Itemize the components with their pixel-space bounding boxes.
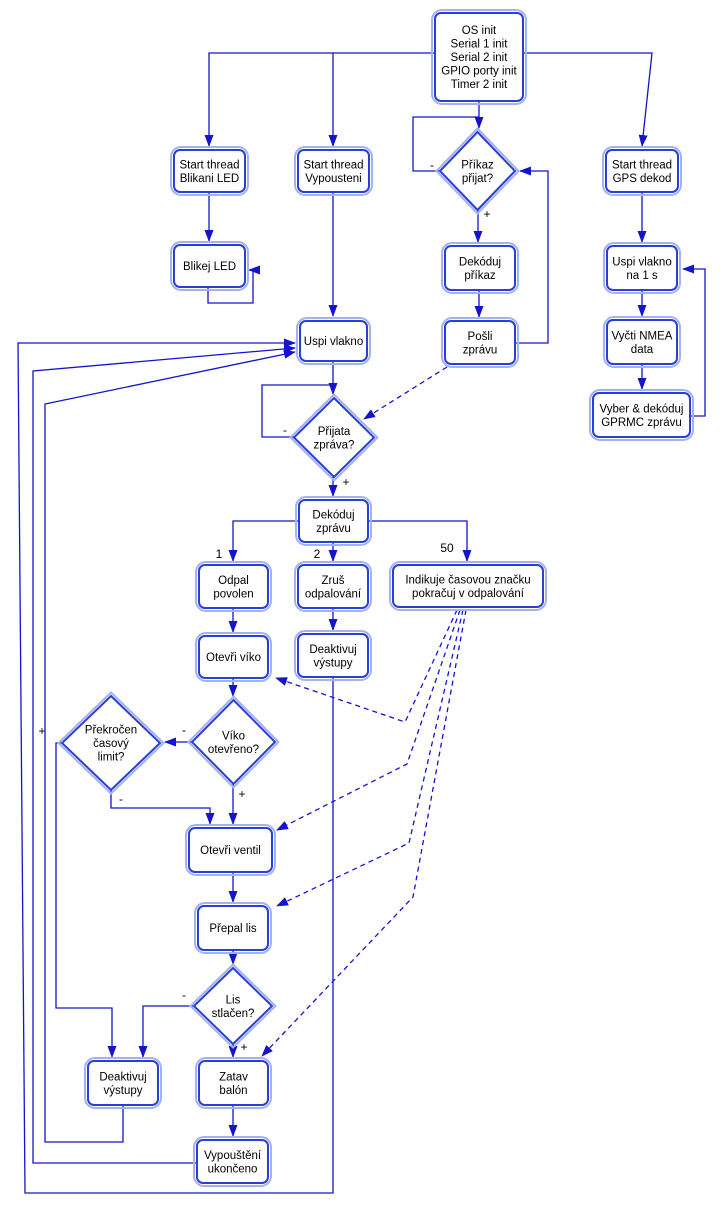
node-label: Start thread Vypousteni (303, 159, 364, 185)
edge-label-lis-stlacen-plus: + (240, 1040, 248, 1054)
node-label: Překročen časový limit? (84, 724, 138, 764)
node-label: Vyčti NMEA data (611, 330, 673, 356)
node-prikaz-prijat (437, 129, 519, 214)
node-zatav-balon (196, 1058, 271, 1108)
node-start-thread-gps (603, 147, 681, 195)
node-label: Zruš odpalování (304, 574, 362, 601)
node-label: Přijata zpráva? (313, 425, 355, 452)
node-otevri-viko (196, 633, 271, 681)
node-prekrocen-limit (59, 693, 164, 794)
edge-posli-zpravu-to-prijata-zprava (364, 367, 447, 419)
node-label: Uspi vlakno (303, 336, 364, 348)
edge-prekrocen-plus-to-deaktivuj-levy (56, 743, 112, 1057)
edge-label-vetev-1: 1 (215, 547, 223, 561)
node-uspi-vlakno (297, 318, 370, 364)
node-label: Příkaz přijat? (461, 159, 494, 185)
node-zrus-odpalovani (295, 562, 371, 611)
node-lis-stlacen (191, 965, 276, 1048)
node-label: Deaktivuj výstupy (99, 1071, 147, 1097)
node-prijata-zprava (291, 395, 378, 481)
node-label: Deaktivuj výstupy (309, 643, 357, 670)
edge-label-prikaz-prijat-minus: - (430, 158, 434, 172)
edge-prekrocen-minus-to-otevri-ventil (111, 790, 210, 824)
edge-label-prijata-zprava-plus: + (342, 475, 350, 489)
node-start-thread-vypousteni (295, 147, 372, 195)
edge-label-lis-stlacen-minus: - (182, 988, 186, 1002)
edge-label-prekrocen-plus: + (38, 724, 46, 738)
node-viko-otevreno (189, 697, 279, 788)
node-indikuje-znacku (390, 562, 546, 610)
node-label: Dekóduj příkaz (458, 256, 502, 282)
node-label: Pošli zprávu (462, 330, 498, 357)
node-dekoduj-prikaz (442, 243, 518, 293)
node-label: Vyber & dekóduj GPRMC zprávu (599, 403, 684, 429)
node-posli-zpravu (442, 318, 518, 367)
edge-posli-zpravu-to-prikaz-prijat (515, 171, 548, 343)
node-label: Otevři ventil (200, 845, 261, 857)
node-label: Odpal povolen (213, 574, 254, 601)
node-deaktivuj-vystupy-levy (85, 1058, 161, 1108)
node-blikej-led (171, 242, 248, 290)
node-dekoduj-zpravu (296, 497, 371, 545)
node-label: Start thread Blikani LED (179, 159, 240, 185)
edge-label-vetev-2: 2 (313, 547, 321, 561)
edge-dekoduj-zpravu-to-odpal-povolen (233, 521, 299, 561)
node-label: Indikuje časovou značku pokračuj v odpalování (405, 574, 531, 600)
node-label: Víko otevřeno? (207, 730, 260, 756)
edge-label-viko-otevreno-plus: + (238, 787, 246, 801)
node-prepal-lis (195, 903, 271, 953)
node-deaktivuj-vystupy-stred (295, 631, 371, 680)
node-label: Dekóduj zprávu (312, 509, 355, 535)
edge-label-prikaz-prijat-plus: + (483, 207, 491, 221)
node-label: Zatav balón (219, 1071, 248, 1097)
node-vypousteni-ukonceno (194, 1137, 271, 1186)
node-label: OS init Serial 1 init Serial 2 init GPIO porty init Timer 2 init (441, 25, 517, 91)
node-otevri-ventil (186, 825, 275, 875)
node-label: Vypouštění ukončeno (203, 1149, 262, 1176)
edge-os-init-to-start-blikani (209, 53, 435, 146)
node-label: Start thread GPS dekod (611, 159, 673, 185)
edge-os-init-to-start-gps (523, 53, 652, 146)
node-label: Přepal lis (209, 923, 257, 935)
edge-deaktivuj-stred-to-uspi-vlakno (18, 343, 333, 1193)
edge-label-prijata-zprava-minus: - (283, 423, 287, 437)
node-os-init (432, 10, 526, 104)
node-label: Uspi vlakno na 1 s (612, 256, 672, 282)
node-gprmc (590, 390, 693, 440)
edge-lis-stlacen-minus-to-deaktivuj-levy (143, 1006, 194, 1057)
node-start-thread-blikani (171, 147, 248, 195)
node-odpal-povolen (196, 562, 271, 611)
node-label: Blikej LED (182, 261, 237, 273)
edge-label-prekrocen-minus: - (119, 792, 123, 806)
node-label: Lis stlačen? (211, 994, 255, 1020)
node-label: Otevři víko (206, 652, 261, 664)
node-uspi-vlakno-1s (604, 243, 680, 293)
node-vycti-nmea (604, 317, 680, 367)
edge-label-viko-otevreno-minus: - (182, 723, 186, 737)
edge-label-vetev-50: 50 (440, 541, 454, 555)
